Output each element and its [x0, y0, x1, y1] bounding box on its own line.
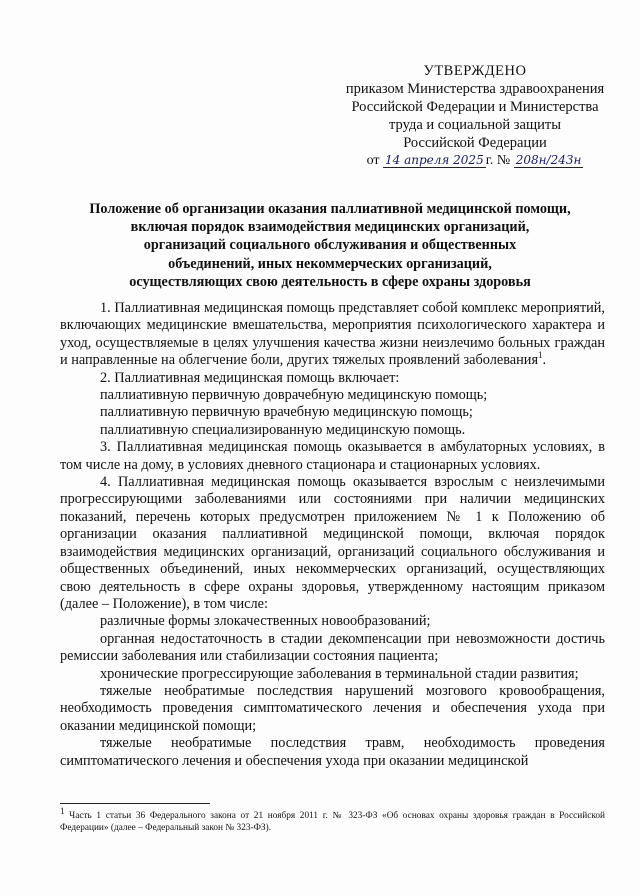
paragraph: хронические прогрессирующие заболевания в терминальной стадии развития; [100, 665, 579, 682]
date-prefix: от [366, 153, 380, 168]
paragraph: различные формы злокачественных новообразований; [100, 613, 431, 630]
paragraph: 3. Паллиативная медицинская помощь оказывается в амбулаторных условиях, в том числе на дому, в условиях дневного стационара и стационарных условиях. [60, 439, 605, 473]
title-line: включая порядок взаимодействия медицинских организаций, [130, 219, 530, 236]
paragraph: тяжелые необратимые последствия нарушений мозгового кровообращения, необходимость проведения симптоматического лечения и обеспечения ухода при оказании медицинской помощи; [60, 682, 605, 734]
footnote-divider [60, 803, 210, 804]
document-body [60, 300, 605, 770]
paragraph: органная недостаточность в стадии декомпенсации при невозможности достичь ремиссии заболевания или стабилизации состояния пациента; [60, 630, 605, 665]
approval-block [340, 62, 610, 170]
document-title [60, 200, 600, 291]
paragraph: паллиативную первичную врачебную медицинскую помощь; [100, 404, 473, 421]
paragraph: паллиативную специализированную медицинскую помощь. [100, 421, 466, 438]
approval-line: Российской Федерации и Министерства [351, 99, 599, 115]
paragraph [60, 300, 605, 370]
title-line: Положение об организации оказания паллиативной медицинской помощи, [89, 201, 571, 217]
footnote-ref: 1 [538, 350, 543, 361]
approval-line: Российской Федерации [403, 135, 547, 151]
title-line: объединений, иных некоммерческих организаций, [168, 255, 492, 272]
approval-date-line [340, 152, 610, 170]
title-line: организаций социального обслуживания и общественных [143, 237, 517, 254]
paragraph-text: 1. Паллиативная медицинская помощь представляет собой комплекс мероприятий, включающих медицинские вмешательства, мероприятия психологического характера и уход, осуществляемые в целях улучшения качества жизни неизлечимо больных граждан и направленные на облегчение боли, других тяжелых проявлений заболевания [60, 300, 605, 369]
approval-line: труда и социальной защиты [389, 117, 561, 133]
footnote-mark: 1 [60, 805, 65, 816]
paragraph: паллиативную первичную доврачебную медицинскую помощь; [100, 387, 488, 404]
date-suffix: г. № [485, 153, 511, 168]
paragraph: тяжелые необратимые последствия травм, необходимость проведения симптоматического лечения и обеспечения ухода при оказании медицинской [60, 735, 605, 769]
title-line: осуществляющих свою деятельность в сфере охраны здоровья [129, 273, 531, 290]
footnote [60, 805, 605, 834]
footnote-text: Часть 1 статьи 36 Федерального закона от 21 ноября 2011 г. № 323-ФЗ «Об основах охраны здоровья граждан в Российской Федерации» (далее – Федеральный закон № 323-ФЗ). [60, 811, 605, 833]
handwritten-date: 14 апреля 2025 [385, 153, 484, 167]
paragraph-tail: . [542, 352, 547, 369]
handwritten-number: 208н/243н [515, 153, 582, 167]
paragraph: 4. Паллиативная медицинская помощь оказывается взрослым с неизлечимыми прогрессирующими заболеваниями или состояниями при наличии медицинских показаний, перечень которых предусмотрен приложением № 1 к Положению об организации оказания паллиативной медицинской помощи, включая порядок взаимодействия медицинских организаций, организаций социального обслуживания и общественных объединений, иных некоммерческих организаций, осуществляющих свою деятельность в сфере охраны здоровья, утвержденному настоящим приказом (далее – Положение), в том числе: [60, 474, 605, 612]
paragraph: 2. Паллиативная медицинская помощь включает: [100, 369, 400, 386]
approval-title: УТВЕРЖДЕНО [423, 63, 527, 79]
approval-line: приказом Министерства здравоохранения [345, 81, 605, 97]
